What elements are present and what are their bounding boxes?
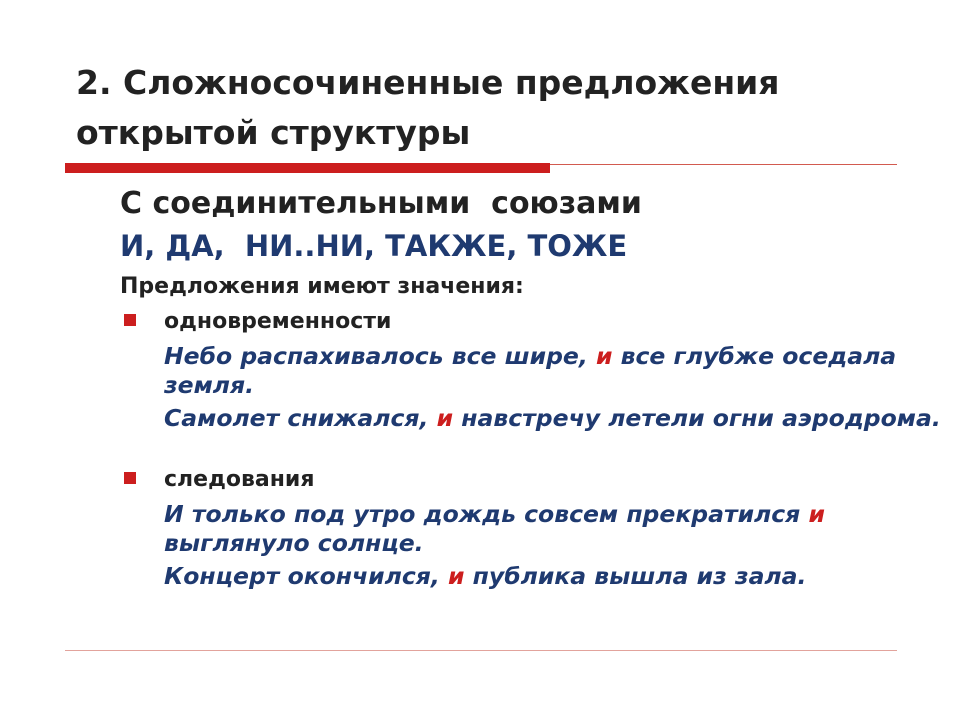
subheading: С соединительными союзами bbox=[120, 186, 642, 221]
example-text: Концерт окончился, bbox=[164, 562, 448, 590]
bullet-square-icon bbox=[124, 472, 136, 484]
slide-title-line-1: 2. Сложносочиненные предложения bbox=[76, 63, 780, 102]
example-sentence bbox=[164, 500, 954, 558]
example-text: И только под утро дождь совсем прекратился bbox=[164, 500, 809, 528]
slide-title-line-2: открытой структуры bbox=[76, 113, 471, 152]
conjunction-highlight: и bbox=[595, 342, 613, 370]
slide-title bbox=[76, 58, 916, 158]
conjunction-highlight: и bbox=[808, 500, 825, 528]
meaning-label: Предложения имеют значения: bbox=[120, 274, 524, 299]
conjunctions-list: И, ДА, НИ..НИ, ТАКЖЕ, ТОЖЕ bbox=[120, 229, 628, 263]
conjunction-highlight: и bbox=[448, 562, 465, 590]
example-sentence bbox=[164, 342, 954, 400]
title-underline-accent bbox=[65, 163, 550, 173]
conjunction-highlight: и bbox=[436, 404, 454, 432]
example-sentence bbox=[164, 562, 954, 591]
example-text: Небо распахивалось все шире, bbox=[164, 342, 596, 370]
example-text: навстречу летели огни аэродрома. bbox=[453, 404, 941, 432]
meaning-item-label: одновременности bbox=[164, 309, 392, 334]
meaning-item-label: следования bbox=[164, 467, 315, 492]
example-sentence bbox=[164, 404, 954, 433]
footer-divider bbox=[65, 650, 897, 651]
example-text: выглянуло солнце. bbox=[164, 529, 424, 557]
bullet-square-icon bbox=[124, 314, 136, 326]
example-text: публика вышла из зала. bbox=[464, 562, 807, 590]
example-text: все глубже оседала земля. bbox=[164, 342, 897, 399]
example-text: Самолет снижался, bbox=[164, 404, 437, 432]
